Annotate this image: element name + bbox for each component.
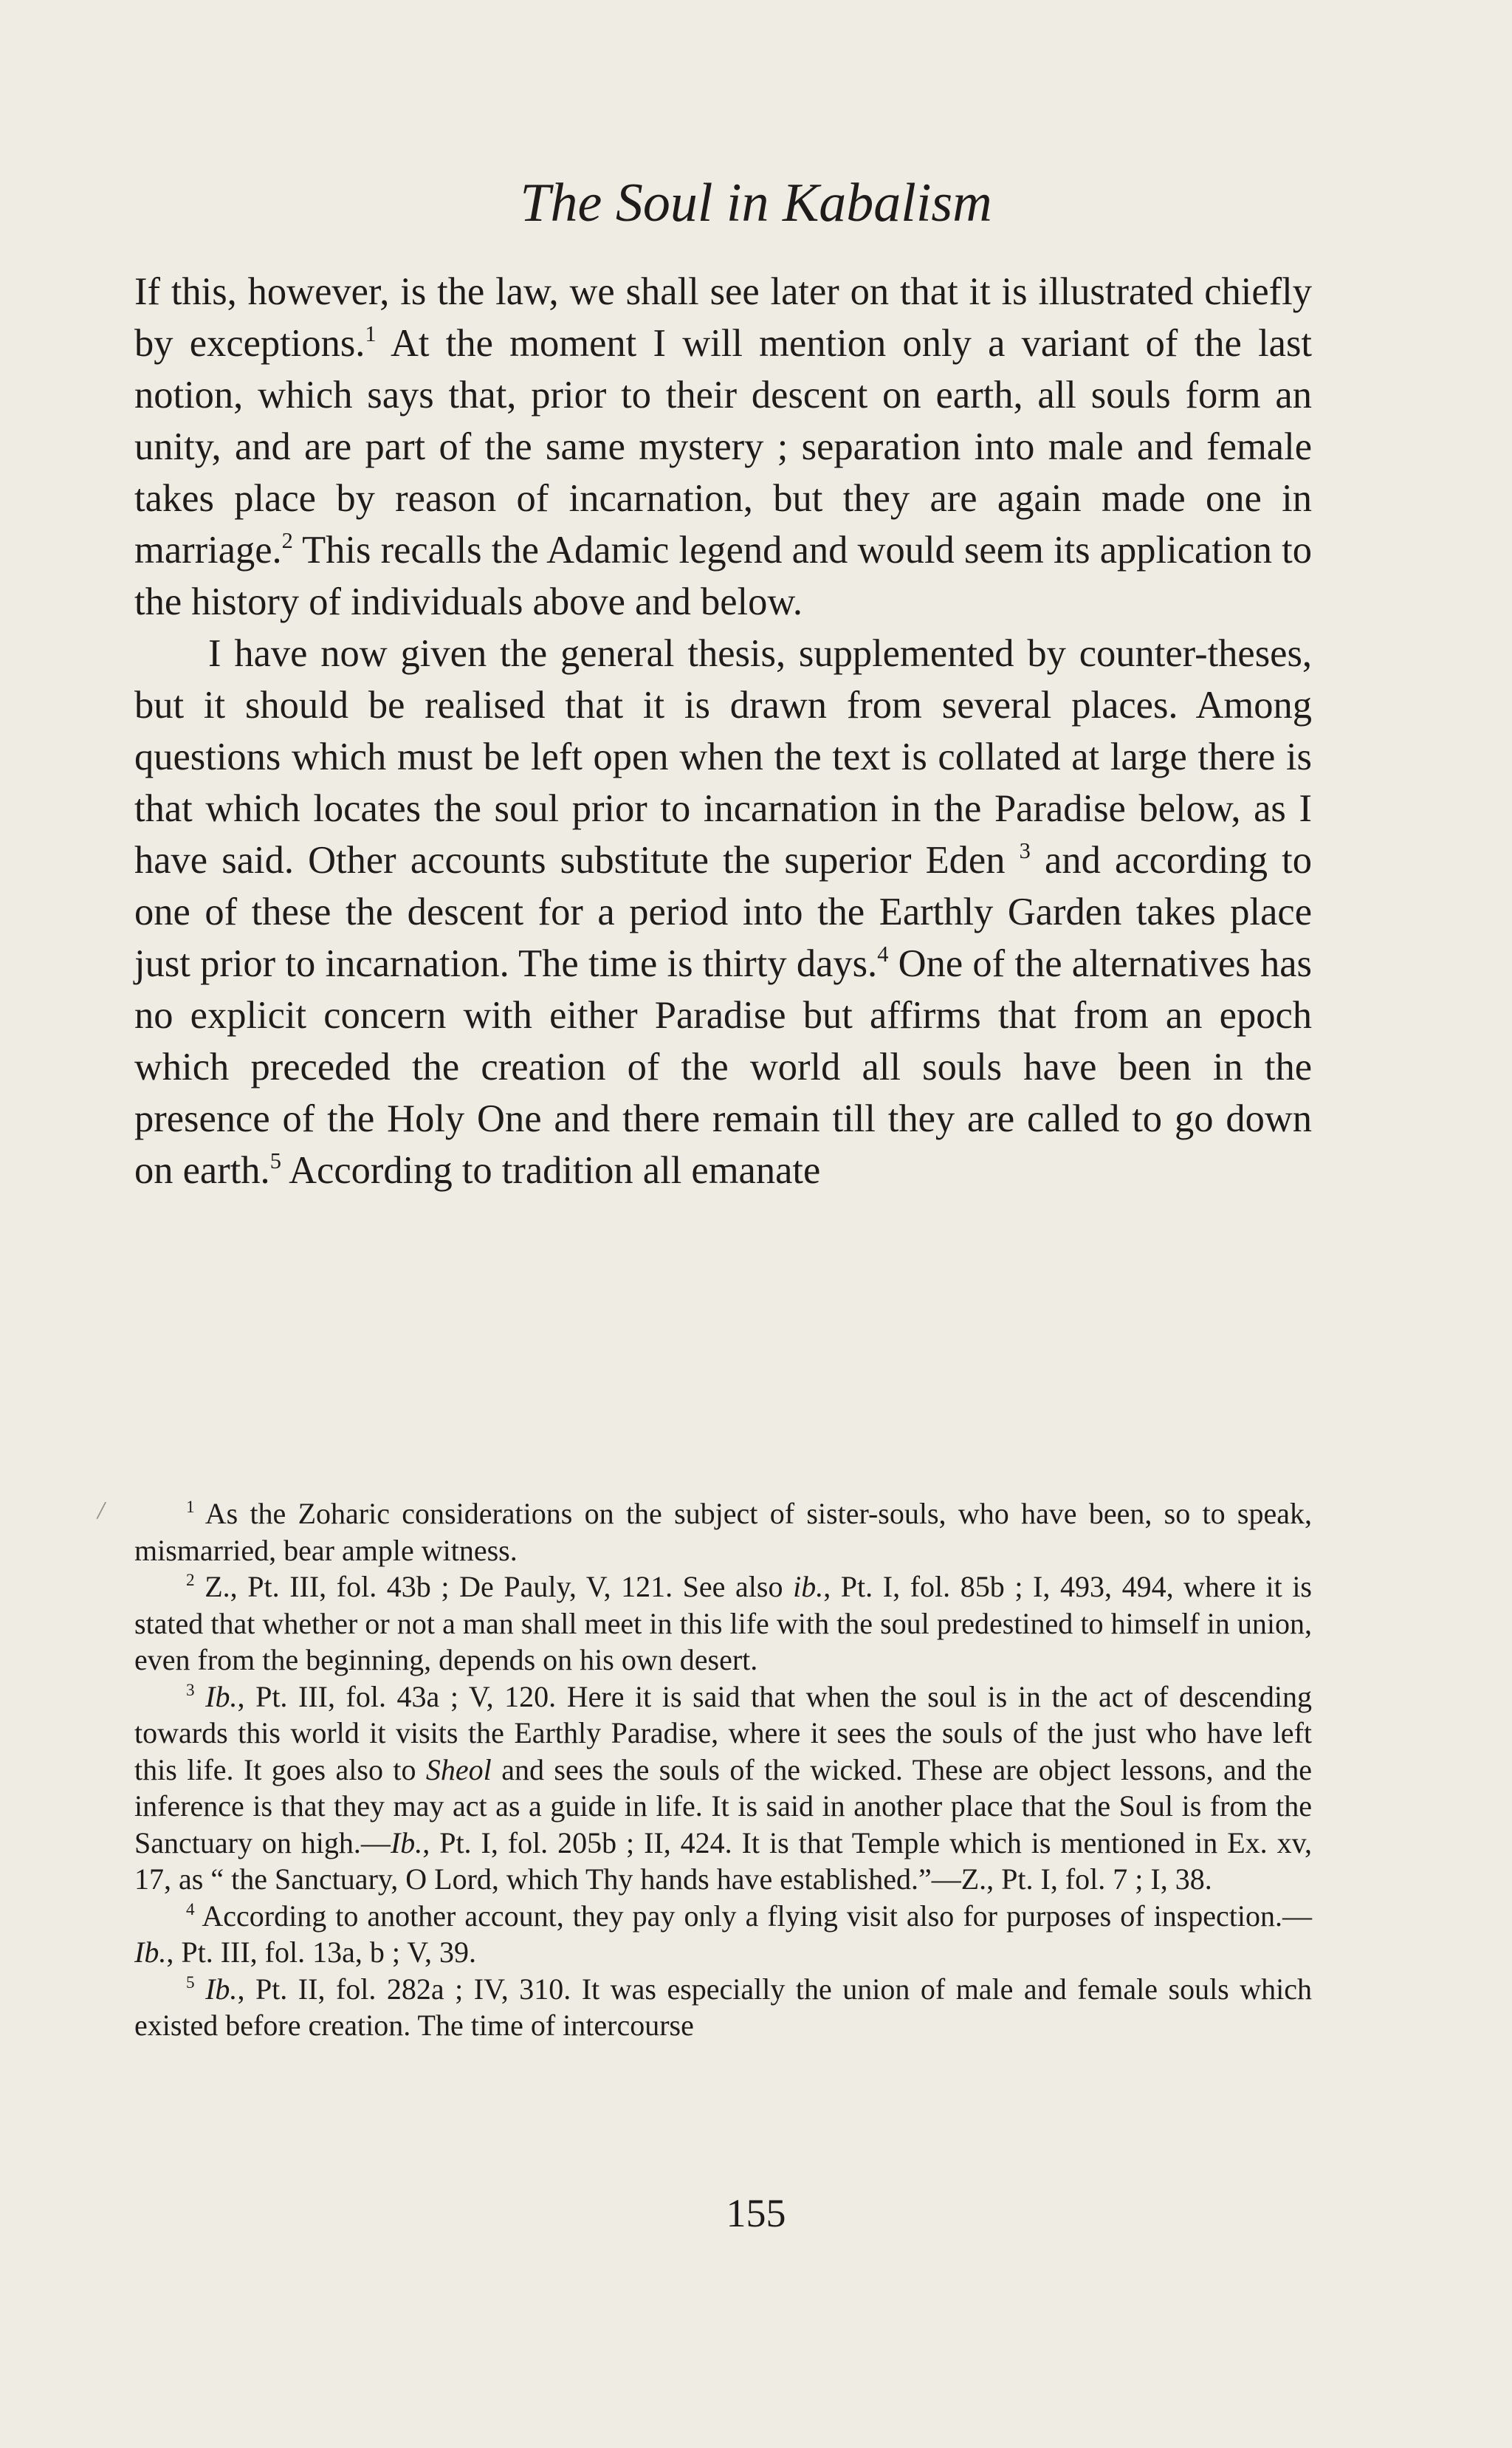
running-title: The Soul in Kabalism [520,173,992,233]
text-run: , Pt. I, fol. 205b ; II, 424. It is that Temple which is mentioned in Ex. xv, 17, as “ the Sanctuary, O Lord, which Thy hands have established.”—Z., Pt. I, fol. 7 ; I, 38. [134,1825,1313,1896]
footnote-marker: 2 [281,528,293,554]
text-run: , Pt. I, fol. 85b ; I, 493, 494, where it is stated that whether or not a man shall meet in this life with the soul predestined to himself in union, even from the beginning, depends on his own desert. [134,1570,1312,1676]
footnote-1 [134,1495,1312,1568]
italic-text: Ib. [390,1825,423,1859]
footnote-marker: 1 [186,1497,195,1517]
footnote-2 [134,1568,1312,1679]
footnote-marker: 4 [186,1899,195,1919]
margin-mark: / [97,1497,105,1524]
text-run: and according to one of these the descent for a period into the Earthly Garden takes place just prior to incarnation. The time is thirty days. [134,839,1312,985]
text-run: Z., Pt. III, fol. 43b ; De Pauly, V, 121. See also [194,1570,794,1603]
footnote-marker: 5 [269,1148,281,1174]
text-run: If this, however, is the law, we shall see later on that it is illustrated chiefly by exceptions. [134,270,1312,365]
text-run [195,1972,206,2006]
main-text [134,266,1312,1196]
text-run [195,1680,206,1713]
text-run: and sees the souls of the wicked. These are object lessons, and the inference is that they may act as a guide in life. It is said in another place that the Soul is from the Sanctuary on high.— [134,1752,1312,1859]
text-run: According to tradition all emanate [281,1149,821,1192]
footnote-4 [134,1898,1312,1971]
paragraph [134,266,1312,628]
footnote-marker: 5 [186,1972,195,1992]
italic-text: Ib. [205,1972,238,2006]
italic-text: Ib. [205,1679,238,1713]
footnote-marker: 3 [186,1680,195,1700]
footnote-3 [134,1679,1312,1898]
footnotes [134,1495,1312,2044]
paragraph [134,628,1312,1196]
text-run: As the Zoharic considerations on the subject of sister-souls, who have been, so to speak, mismarried, bear ample witness. [134,1497,1312,1567]
italic-text: ib. [793,1570,824,1603]
footnote-5 [134,1971,1312,2044]
footnote-marker: 4 [877,942,889,967]
footnote-marker: 1 [365,321,377,347]
footnote-marker: 3 [1019,838,1031,864]
italic-text: Sheol [425,1752,492,1786]
italic-text: Ib. [134,1936,167,1969]
page-number: 155 [726,2191,786,2235]
text-run: , Pt. III, fol. 43a ; V, 120. Here it is said that when the soul is in the act of descending towards this world it visits the Earthly Paradise, where it sees the souls of the just who have left this life. It goes also to [134,1679,1312,1786]
text-run: At the moment I will mention only a variant of the last notion, which says that, prior to their descent on earth, all souls form an unity, and are part of the same mystery ; separation into male and female takes place by reason of incarnation, but they are again made one in marriage. [134,322,1312,572]
text-run: According to another account, they pay only a flying visit also for purposes of inspection.— [194,1899,1312,1933]
text-run: I have now given the general thesis, supplemented by counter-theses, but it should be realised that it is drawn from several places. Among questions which must be left open when the text is collated at large there is that which locates the soul prior to incarnation in the Paradise below, as I have said. Other accounts substitute the superior Eden [134,632,1312,882]
text-run: , Pt. II, fol. 282a ; IV, 310. It was especially the union of male and female souls which existed before creation. The time of intercourse [134,1972,1313,2042]
footnote-marker: 2 [186,1570,195,1590]
text-run: This recalls the Adamic legend and would seem its application to the history of individuals above and below. [134,529,1312,623]
text-run: , Pt. III, fol. 13a, b ; V, 39. [166,1936,476,1969]
text-run: One of the alternatives has no explicit concern with either Paradise but affirms that from an epoch which preceded the creation of the world all souls have been in the presence of the Holy One and there remain till they are called to go down on earth. [134,942,1312,1192]
